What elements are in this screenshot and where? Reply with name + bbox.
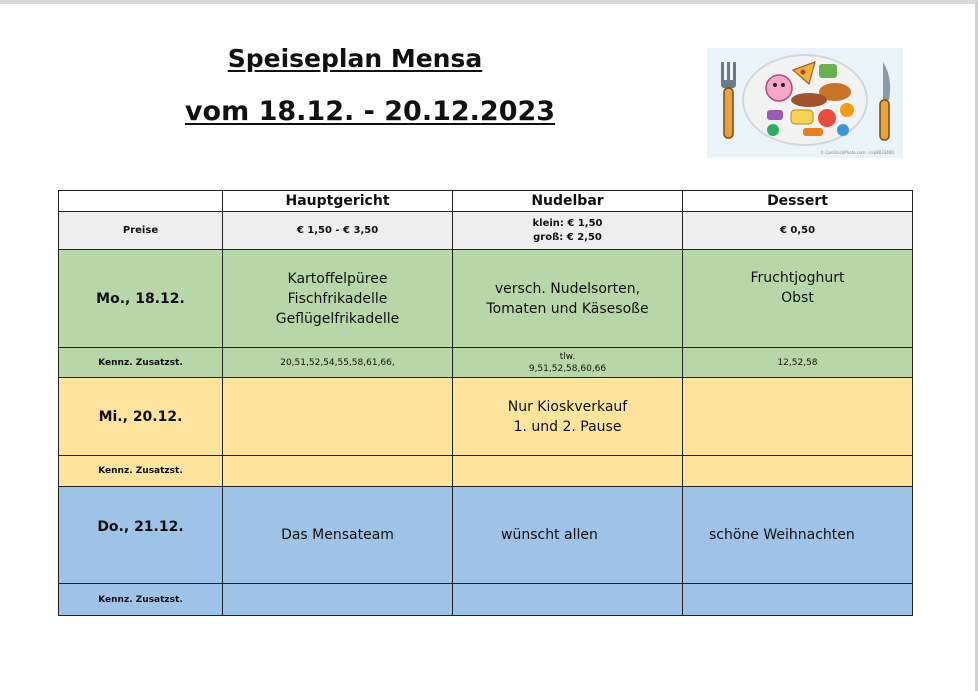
meal-hauptgericht: Kartoffelpüree Fischfrikadelle Geflügelfrikadelle: [223, 250, 453, 348]
day-label: Mi., 20.12.: [59, 378, 223, 456]
meal-nudelbar: Nur Kioskverkauf 1. und 2. Pause: [453, 378, 683, 456]
meal-nudelbar: versch. Nudelsorten, Tomaten und Käsesoße: [453, 250, 683, 348]
meal-hauptgericht: Das Mensateam: [223, 487, 453, 584]
header-empty-cell: [59, 191, 223, 212]
additives-dessert: [683, 584, 913, 616]
menu-table: [58, 190, 913, 616]
logo-credit-text: © CanStockPhoto.com - csp8033400: [820, 150, 894, 155]
food-plate-logo-image: [707, 48, 903, 158]
additives-nudelbar: tlw. 9,51,52,58,60,66: [453, 348, 683, 378]
meal-hauptgericht: [223, 378, 453, 456]
additives-row-thursday: [59, 584, 913, 616]
meal-dessert: [683, 378, 913, 456]
day-label: Mo., 18.12.: [59, 250, 223, 348]
additives-hauptgericht: [223, 456, 453, 487]
prices-label: Preise: [59, 212, 223, 250]
header-row: [59, 191, 913, 212]
fork-icon: [721, 62, 736, 138]
additives-dessert: 12,52,58: [683, 348, 913, 378]
page-title: Speiseplan Mensa: [227, 44, 483, 73]
prices-row: [59, 212, 913, 250]
additives-hauptgericht: [223, 584, 453, 616]
date-range-title: vom 18.12. - 20.12.2023: [184, 96, 556, 127]
header-nudelbar: Nudelbar: [453, 191, 683, 212]
meal-dessert: Fruchtjoghurt Obst: [683, 250, 913, 348]
day-row-wednesday: [59, 378, 913, 456]
additives-nudelbar: [453, 456, 683, 487]
header-dessert: Dessert: [683, 191, 913, 212]
additives-label: Kennz. Zusatzst.: [59, 348, 223, 378]
meal-nudelbar: wünscht allen: [453, 487, 683, 584]
day-row-thursday: [59, 487, 913, 584]
additives-nudelbar: [453, 584, 683, 616]
price-dessert: € 0,50: [683, 212, 913, 250]
additives-dessert: [683, 456, 913, 487]
meal-dessert: schöne Weihnachten: [683, 487, 913, 584]
additives-hauptgericht: 20,51,52,54,55,58,61,66,: [223, 348, 453, 378]
day-row-monday: [59, 250, 913, 348]
price-nudelbar: klein: € 1,50 groß: € 2,50: [453, 212, 683, 250]
additives-row-wednesday: [59, 456, 913, 487]
day-label: Do., 21.12.: [59, 487, 223, 584]
additives-row-monday: [59, 348, 913, 378]
header-hauptgericht: Hauptgericht: [223, 191, 453, 212]
price-hauptgericht: € 1,50 - € 3,50: [223, 212, 453, 250]
additives-label: Kennz. Zusatzst.: [59, 456, 223, 487]
additives-label: Kennz. Zusatzst.: [59, 584, 223, 616]
